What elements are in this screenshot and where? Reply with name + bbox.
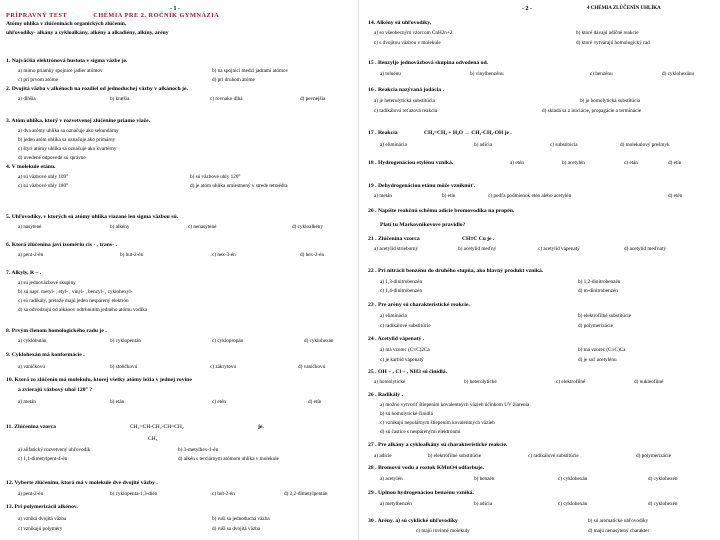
q6-option-a: a) pent-2-én xyxy=(18,252,44,258)
q13-option-d: d) ruší sa dvojitá väzba xyxy=(212,526,261,532)
q4-option-a: a) sú väzbové uhly 109° xyxy=(18,174,69,180)
q4-option-b: b) sú väzbové uhly 120° xyxy=(190,174,241,180)
topic-line-2: uhľovodíky- alkány a cykloalkány, alkény a alkadiény, alkíny, arény xyxy=(6,30,169,36)
q28-option-c: c) cyklohexán xyxy=(558,476,588,482)
q17-option-c: c) substitúcia xyxy=(550,142,578,148)
q3-option-d: d) uvedené odpovede sú správne xyxy=(18,155,86,161)
question-1: 1. Najväčšia elektrónová hustota v sigma väzbe je. xyxy=(6,58,128,64)
question-9: 9. Cyklohexán má konformácie . xyxy=(6,352,85,358)
q29-option-b: b) adícia xyxy=(474,501,493,507)
q6-option-c: c) hex-3-én xyxy=(212,252,236,258)
q16-option-d: d) skladá sa z iniciácie, propagácie a terminácie xyxy=(542,108,642,114)
q4-option-d: d) je atóm uhlíka umiestnený v strede tetraédra xyxy=(190,183,288,189)
question-27: 27 . Pre alkány a cykloalkány sú charakteristické reakcie. xyxy=(368,442,508,448)
page-number: - 2 - xyxy=(522,6,532,12)
q29-option-d: d) cyklohexén xyxy=(648,501,678,507)
question-20: 20 . Napíšte reakčnú schému adície bromovodíka na propén. xyxy=(368,208,515,214)
q14-option-c: c) s dvojitou väzbou v molekule xyxy=(374,40,441,46)
q14-option-a: a) so všeobecným vzorcom CnH2n+2 xyxy=(374,30,453,36)
question-14: 14. Alkény sú uhľovodíky, xyxy=(368,20,432,26)
q6-option-b: b) but-2-én xyxy=(120,252,144,258)
q22-option-b: b) 1,2-dinitrobenzén xyxy=(578,279,621,285)
q24-option-c: c) je karbid vápenatý xyxy=(380,357,424,363)
question-10-line-2: a zvierajú väzbový uhol 120° ? xyxy=(18,387,93,393)
q15-option-d: d) cyklohexánu xyxy=(662,71,695,77)
question-26: 26 . Radikály . xyxy=(368,392,403,398)
q7-option-b: b) sú napr. metyl- , etyl- , vinyl- , benzyl- , cyklohexyl- xyxy=(18,289,133,295)
question-11: 11. Zlúčenina vzorca xyxy=(6,424,56,430)
q7-option-d: d) sa odvodzujú od alkánov odtrhnutím jedného atómu vodíka xyxy=(18,307,148,313)
q21-formula: CH≡C Cu je . xyxy=(462,236,495,242)
q26-option-b: b) sú homolytické činidlá xyxy=(380,411,433,417)
q16-option-b: b) je homolytická substitúcia xyxy=(580,98,641,104)
running-header: 4 CHÉMIA ZLÚČENÍN UHLÍKA xyxy=(587,6,661,11)
q26-option-a: a) možno vytvoriť štiepením kovalentných väzieb účinkom UV žiarenia xyxy=(380,402,530,408)
question-5: 5. Uhľovodíky, v ktorých sú atómy uhlíka viazané len sigma väzbou sú. xyxy=(6,214,179,220)
q22-option-a: a) 1,3-dinitrobenzén xyxy=(380,279,423,285)
q26-option-d: d) sú častice s nespárenými elektrónmi xyxy=(380,429,461,435)
q29-option-a: a) metylbenzén xyxy=(380,501,412,507)
q9-option-a: a) vaničkovú xyxy=(18,364,45,370)
question-23: 23 . Pre arény sú charakteristické reakcie. xyxy=(368,302,470,308)
q3-option-a: a) dva atómy uhlíka sa označuje ako sekundárny xyxy=(18,128,119,134)
left-page xyxy=(0,0,358,540)
q22-option-c: c) 1,4-dinitrobenzén xyxy=(380,288,423,294)
question-16: 16 . Reakcia nazývaná jodácia . xyxy=(368,87,444,93)
q28-option-a: a) acetylén xyxy=(380,476,403,482)
q18-option-a: a) etén xyxy=(510,160,524,166)
topic-line-1: Atómy uhlíka v zlúčeninách organických zlúčenín, xyxy=(6,21,127,27)
question-29: 29 . Uplnou hydrogenáciou benzénu vzniká. xyxy=(368,490,474,496)
q12-option-b: b) cyklopenta-1,3-dién xyxy=(110,491,158,497)
q1-option-d: d) pri druhom atóme xyxy=(212,77,255,83)
q25-option-a: a) homolytické xyxy=(374,379,406,385)
question-2: 2. Dvojitá väzba v alkénoch na rozdiel od jednoduchej väzby v alkánoch je. xyxy=(6,86,188,92)
question-3: 3. Atóm uhlíka, ktorý v rozvetvenej zlúčenine priamo viaže. xyxy=(6,118,151,124)
q1-option-c: c) pri prvom atóme xyxy=(18,77,58,83)
q24-option-d: d) je soľ acetylénu xyxy=(578,357,617,363)
page-number: - 1 - xyxy=(170,6,180,12)
q15-option-c: c) benzénu xyxy=(590,71,613,77)
q25-option-d: d) nukleofilné xyxy=(634,379,664,385)
q30-option-b: b) sú aromatické uhľovodíky xyxy=(588,518,649,524)
q16-option-a: a) je heterolytická substitúcia xyxy=(374,98,435,104)
q2-option-c: c) rovnako dlhá xyxy=(210,96,243,102)
question-12: 12. Vyberte zlúčeninu, ktorá má v molekule dve dvojité väzby . xyxy=(6,480,158,486)
q19-option-c: c) podľa podmienok etén alebo acetylén xyxy=(488,193,572,199)
q7-option-c: c) sú radikály, pretože majú jeden nespárený elektrón xyxy=(18,298,129,304)
q11-option-a: a) alifatický rozvetvený uhľovodík xyxy=(18,447,91,453)
q6-option-d: d) hex-2-én xyxy=(300,252,325,258)
q4-option-c: c) sú väzbové uhly 180° xyxy=(18,183,69,189)
title-test: PRÍPRAVNÝ TEST xyxy=(6,12,68,19)
q27-option-c: c) radikálové substitúcie xyxy=(528,453,579,459)
q15-option-a: a) toluénu xyxy=(380,71,401,77)
q22-option-d: d) m-dinitrobenzén xyxy=(578,288,618,294)
q21-option-c: c) acetylid vápenatý xyxy=(538,246,580,252)
column-divider xyxy=(358,0,359,540)
q3-option-b: b) jeden atóm uhlíka sa označuje ako primárny xyxy=(18,137,116,143)
q27-option-a: a) adície xyxy=(374,453,392,459)
question-28: 28 . Bromovú vodu a roztok KMnO4 odfarbuje. xyxy=(368,465,484,471)
q13-option-b: b) ruší sa jednoduchá väzba xyxy=(212,516,270,522)
q30-option-c: c) majú rovinné molekuly xyxy=(416,528,470,534)
q8-option-c: c) cyklopropán xyxy=(212,338,244,344)
q12-option-d: d) 2,2-dimetylpentán xyxy=(284,491,328,497)
q7-option-a: a) sú jednoväzbové skupiny xyxy=(18,280,76,286)
right-page xyxy=(362,0,720,540)
q5-option-d: d) cykloalkény xyxy=(292,224,323,230)
question-17: 17 . Reakcia xyxy=(368,130,398,136)
q8-option-d: d) cyklohexán xyxy=(304,338,334,344)
question-19: 19 . Dehydrogenáciou etánu môže vzniknúť. xyxy=(368,183,475,189)
q10-option-d: d) etín xyxy=(308,399,322,405)
q23-option-c: c) radikálové substitúcie xyxy=(380,323,431,329)
q25-option-c: c) elektrofilné xyxy=(556,379,586,385)
q8-option-b: b) cyklopentán xyxy=(110,338,141,344)
q2-option-b: b) kratšia xyxy=(110,96,130,102)
q28-option-b: b) benzén xyxy=(474,476,495,482)
q30-option-d: d) majú nenasýtený charakter xyxy=(588,528,650,534)
q13-option-a: a) vzniká dvojitá väzba xyxy=(18,516,67,522)
question-24: 24 . Acetylid vápenatý . xyxy=(368,336,425,342)
q16-option-c: c) radikálová reťazová reakcia xyxy=(374,108,438,114)
q3-option-c: c) štyri atómy uhlíka sa označuje ako kvartérny xyxy=(18,146,117,152)
q18-option-c: c) etán xyxy=(624,160,638,166)
q5-option-a: a) nasýtené xyxy=(18,224,42,230)
question-7: 7. Alkyly, R – . xyxy=(6,270,42,276)
q15-option-b: b) vinylbenzénu xyxy=(470,71,504,77)
question-21: 21 . Zlúčenina vzorca xyxy=(368,236,420,242)
q19-option-b: b) etín xyxy=(442,193,456,199)
title-subject: CHÉMIA PRE 2. ROČNÍK GYMNÁZIA xyxy=(93,12,220,19)
q11-option-d: d) alkén s terciárnym atómom uhlíka v molekule xyxy=(178,456,279,462)
q17-equation: CH₂=CH₂ + H₂O → CH₃-CH₂-OH je . xyxy=(424,130,512,136)
q11-option-b: b) 3-metylhex-1-én xyxy=(178,447,219,453)
q9-option-b: b) stoličkovú xyxy=(110,364,138,370)
q10-option-b: b) etán xyxy=(110,399,125,405)
question-30: 30 . Arény. a) sú cyklické uhľovodíky xyxy=(368,518,458,524)
q26-option-c: c) vznikajú nepolárnym štiepením kovalentných väzieb xyxy=(380,420,495,426)
q8-option-a: a) cyklobután xyxy=(18,338,47,344)
q11-option-c: c) 1,1-dimetylpent-4-én xyxy=(18,456,68,462)
question-20-line-2: Platí tu Markovnikovove pravidlo? xyxy=(380,222,466,228)
q25-option-b: b) heterolytické xyxy=(464,379,497,385)
q10-option-c: c) etén xyxy=(212,399,226,405)
q23-option-b: b) elektrofilné substitúcie xyxy=(578,313,632,319)
q27-option-d: d) polymerizácie xyxy=(636,453,671,459)
q10-option-a: a) metán xyxy=(18,399,37,405)
q27-option-b: b) elektrofilné substitúcie xyxy=(428,453,482,459)
q17-option-a: a) eliminácia xyxy=(380,142,407,148)
question-22: 22 . Pri nitrácii benzénu do druhého stupňa, ako hlavný produkt vzniká. xyxy=(368,268,544,274)
question-13: 13. Pri polymerizácii alkénov. xyxy=(6,504,78,510)
question-15: 15 . Benzylje jednoväzbová skupina odvodená od. xyxy=(368,60,489,66)
q28-option-d: d) cyklohexén xyxy=(648,476,678,482)
q21-option-b: b) acetylid meďný xyxy=(458,246,497,252)
q11-je: je. xyxy=(258,424,264,430)
q21-option-d: d) acetylid meďnatý xyxy=(624,246,666,252)
q1-option-a: a) mimo priamky spojnice jadier atómov xyxy=(18,68,103,74)
q17-option-b: b) adícia xyxy=(474,142,493,148)
question-18: 18 . Hydrogenáciou etylénu vzniká. xyxy=(368,160,454,166)
q12-option-c: c) but-2-én xyxy=(212,491,235,497)
q5-option-b: b) alkény xyxy=(110,224,130,230)
question-10: 10. Ktorá zo zlúčenín má molekulu, ktorej všetky atómy ležia v jednej rovine xyxy=(6,377,192,383)
q11-formula-branch: CH₃ xyxy=(148,436,158,442)
q23-option-a: a) eliminácia xyxy=(380,313,407,319)
q13-option-c: c) vznikajú polyméry xyxy=(18,526,63,532)
question-8: 8. Prvým členom homologického radu je . xyxy=(6,328,107,334)
q17-option-d: d) molekulový prešmyk xyxy=(620,142,670,148)
q9-option-d: d) vaničkovú xyxy=(298,364,326,370)
q1-option-b: b) na spojnici medzi jadrami atómov xyxy=(212,68,289,74)
q29-option-c: c) cyklohexán xyxy=(558,501,588,507)
q18-option-b: b) acetylén xyxy=(562,160,585,166)
page-title xyxy=(6,12,243,19)
q19-option-a: a) metán xyxy=(374,193,393,199)
question-4: 4. V molekule etánu. xyxy=(6,164,56,170)
q21-option-a: a) acetylid strieborný xyxy=(374,246,419,252)
q18-option-d: d) etín xyxy=(668,160,682,166)
q14-option-b: b) ktoré dávajú adičné reakcie xyxy=(576,30,639,36)
question-25: 25 . OH – , Cl – , NH3 sú činidlá. xyxy=(368,369,448,375)
q23-option-d: d) polymerizácie xyxy=(578,323,613,329)
q24-option-b: b) má vzorec (C≡C)Ca xyxy=(578,347,626,353)
q14-option-d: d) ktoré vytvárajú homologický rad xyxy=(576,40,650,46)
q24-option-a: a) má vzorec (C≡C)2Ca xyxy=(380,347,430,353)
q11-formula: CH₂=CH-CH₂-CH=CH₂ xyxy=(130,424,184,430)
q2-option-a: a) dlhšia xyxy=(18,96,36,102)
q2-option-d: d) pevnejšia xyxy=(300,96,326,102)
q19-option-d: d) etén xyxy=(668,193,683,199)
q9-option-c: c) zákrytovú xyxy=(210,364,237,370)
q12-option-a: a) pent-2-én xyxy=(18,491,44,497)
q5-option-c: c) nenasýtené xyxy=(188,224,217,230)
question-6: 6. Ktorá zlúčenina javí izomériu cis - , trans- . xyxy=(6,242,117,248)
